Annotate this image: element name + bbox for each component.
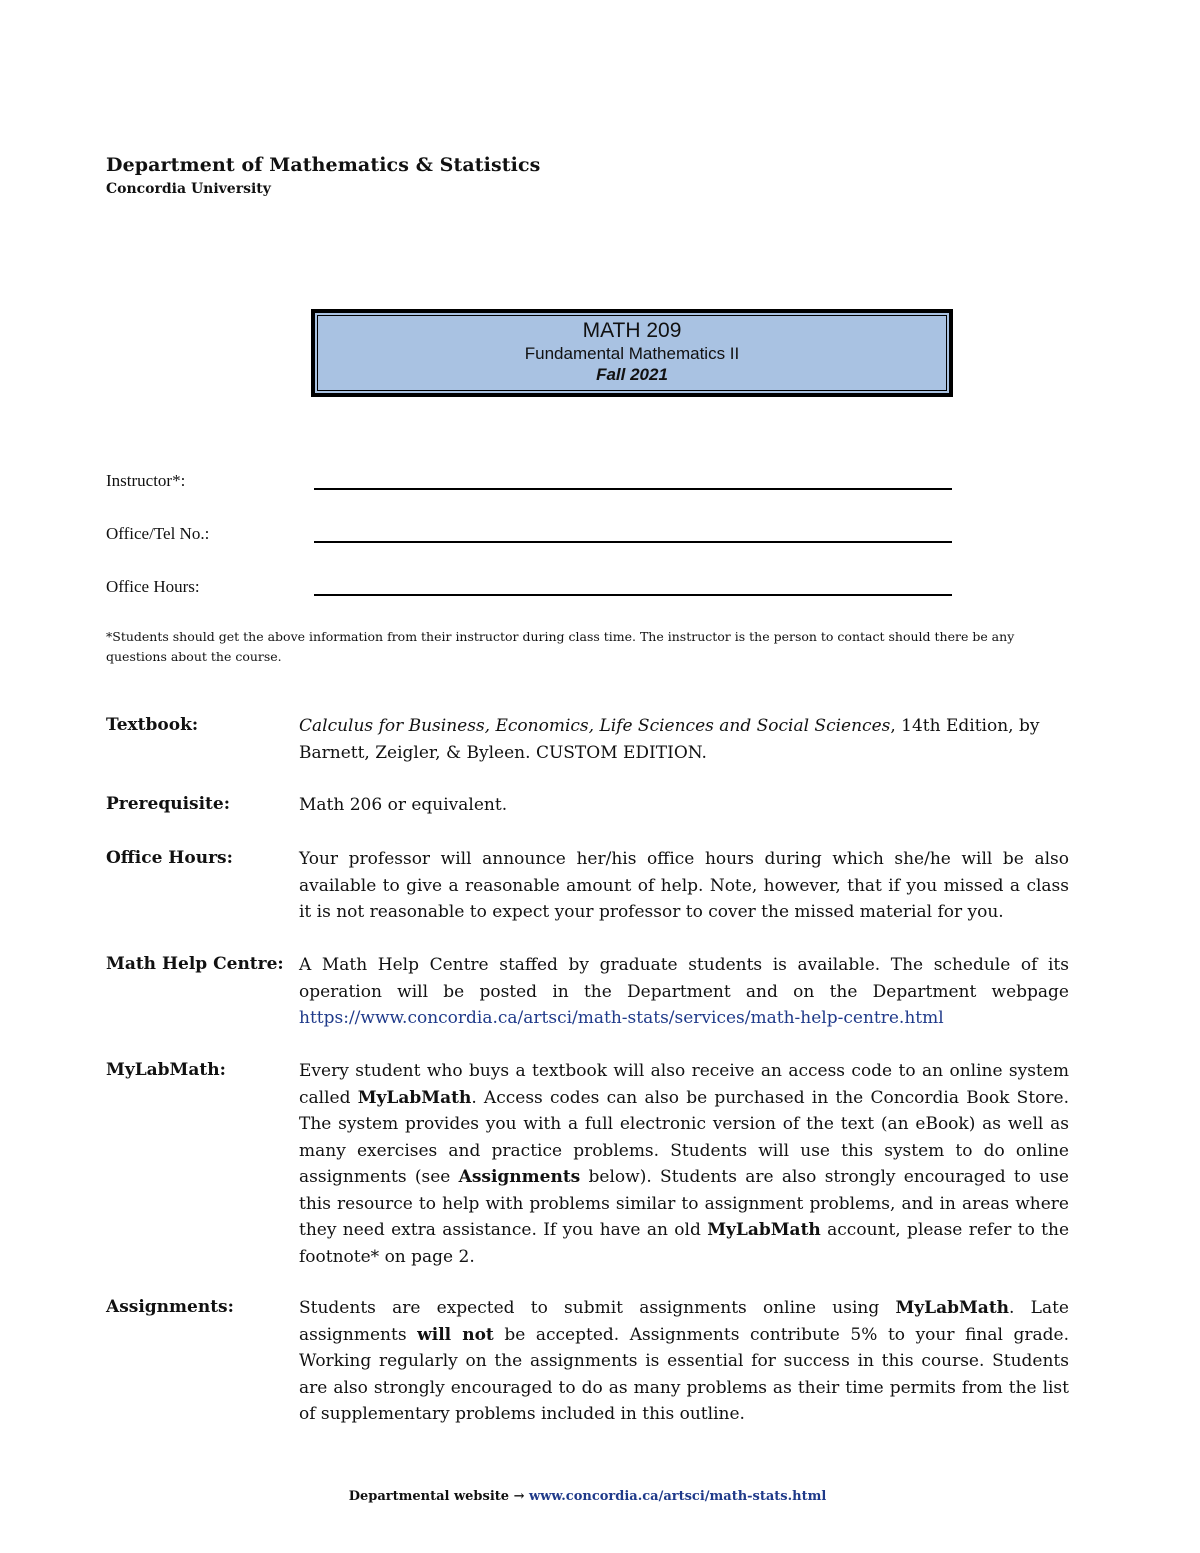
help-centre-link[interactable]: https://www.concordia.ca/artsci/math-stats/services/math-help-centre.html xyxy=(299,1008,944,1028)
page-footer xyxy=(0,1489,1175,1504)
prerequisite-text: Math 206 or equivalent. xyxy=(299,795,508,815)
footer-label: Departmental website → xyxy=(348,1489,529,1504)
help-centre-label: Math Help Centre: xyxy=(106,954,284,974)
assignments-text xyxy=(299,1295,1069,1428)
course-term: Fall 2021 xyxy=(596,365,668,384)
mylabmath-bold-2: Assignments xyxy=(458,1167,581,1187)
contact-note: *Students should get the above information from their instructor during class time. The instructor is the person to contact should there be any questions about the course. xyxy=(106,629,1015,664)
office-hours-line xyxy=(314,594,952,596)
department-website-link[interactable]: www.concordia.ca/artsci/math-stats.html xyxy=(529,1489,827,1504)
assignments-bold-2: will not xyxy=(417,1324,494,1345)
instructor-line xyxy=(314,488,952,490)
mylabmath-text-4: account, please refer to the footnote* on page 2. xyxy=(299,1220,1069,1267)
assignments-label: Assignments: xyxy=(106,1297,234,1317)
mylabmath-text-3: below). Students are also strongly encouraged to use this resource to help with problems similar to assignment problems, and in areas where they need extra assistance. If you have an old xyxy=(299,1167,1069,1240)
office-hours-label: Office Hours: xyxy=(106,848,233,868)
prerequisite-label: Prerequisite: xyxy=(106,794,231,814)
mylabmath-label: MyLabMath: xyxy=(106,1060,226,1080)
assignments-text-1: Students are expected to submit assignments online using xyxy=(299,1298,896,1318)
instructor-label: Instructor*: xyxy=(106,471,186,490)
office-hours-field-label: Office Hours: xyxy=(106,577,200,596)
course-title-box xyxy=(311,309,953,397)
office-hours-text: Your professor will announce her/his office hours during which she/he will be also available to give a reasonable amount of help. Note, however, that if you missed a class it is not reasonable to expect your professor to cover the missed material for you. xyxy=(299,849,1069,922)
course-code: MATH 209 xyxy=(582,319,682,342)
mylabmath-text-1: Every student who buys a textbook will also receive an access code to an online system called xyxy=(299,1061,1069,1108)
assignments-text-3: be accepted. Assignments contribute 5% to your final grade. Working regularly on the assignments is essential for success in this course. Students are also strongly encouraged to do as many problems as their time permits from the list of supplementary problems included in this outline. xyxy=(299,1324,1069,1424)
department-title: Department of Mathematics & Statistics xyxy=(106,154,541,176)
university-name: Concordia University xyxy=(106,181,271,197)
assignments-bold-1: MyLabMath xyxy=(895,1298,1010,1318)
mylabmath-text xyxy=(299,1058,1069,1270)
help-centre-text xyxy=(299,952,1069,1032)
assignments-text-2: . Late assignments xyxy=(299,1298,1069,1345)
mylabmath-bold-3: MyLabMath xyxy=(707,1220,821,1240)
office-tel-line xyxy=(314,541,952,543)
textbook-details: , 14th Edition, by Barnett, Zeigler, & Byleen. CUSTOM EDITION. xyxy=(299,716,1040,763)
mylabmath-text-2: . Access codes can also be purchased in the Concordia Book Store. The system provides you with a full electronic version of the text (an eBook) as well as many exercises and practice problems. Students will use this system to do online assignments (see xyxy=(299,1087,1069,1187)
office-tel-label: Office/Tel No.: xyxy=(106,524,210,543)
textbook-label: Textbook: xyxy=(106,715,199,735)
mylabmath-bold-1: MyLabMath xyxy=(357,1087,472,1108)
textbook-title: Calculus for Business, Economics, Life Sciences and Social Sciences xyxy=(299,716,891,736)
textbook-text xyxy=(299,713,1069,766)
help-centre-description: A Math Help Centre staffed by graduate students is available. The schedule of its operation will be posted in the Department and on the Department webpage xyxy=(299,955,1069,1002)
course-name: Fundamental Mathematics II xyxy=(524,344,740,363)
